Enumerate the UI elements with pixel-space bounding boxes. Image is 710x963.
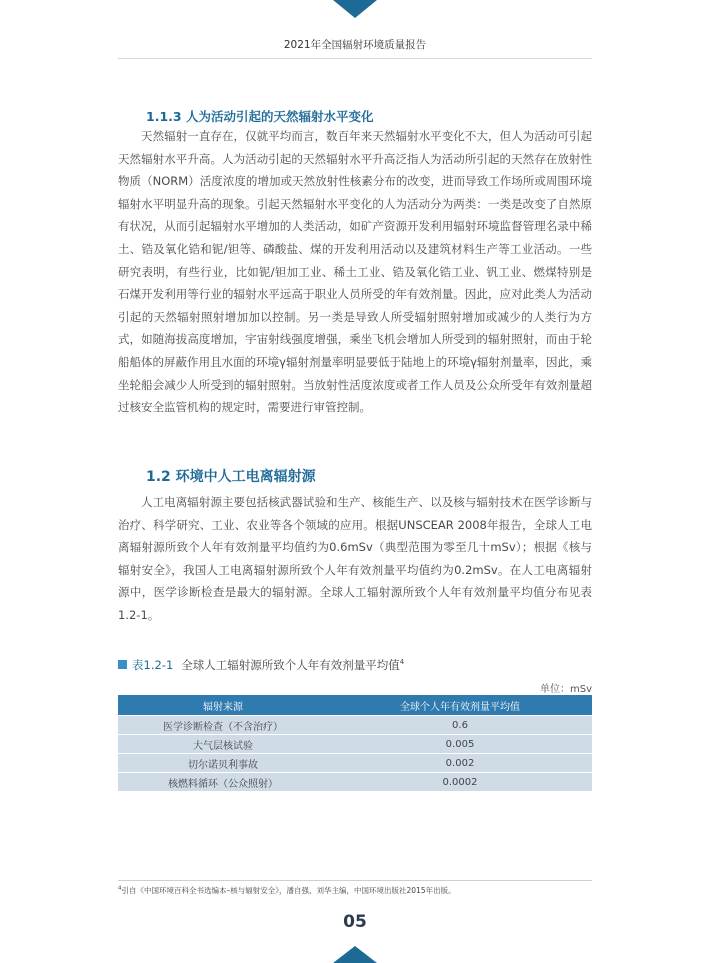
header-source: 辐射来源 — [118, 695, 328, 716]
table-header-row — [118, 695, 592, 716]
table-number: 表1.2-1 — [132, 658, 174, 672]
source-cell: 切尔诺贝利事故 — [118, 754, 328, 773]
dose-table — [118, 695, 592, 791]
table-row — [118, 735, 592, 754]
source-cell: 核燃料循环（公众照射） — [118, 773, 328, 792]
table-row — [118, 773, 592, 792]
source-cell: 医学诊断检查（不含治疗） — [118, 716, 328, 735]
page-number: 05 — [343, 912, 367, 932]
footnote — [118, 885, 456, 896]
bottom-triangle-marker — [333, 946, 377, 963]
subsection-paragraph-1-1-3: 天然辐射一直存在，仅就平均而言，数百年来天然辐射水平变化不大，但人为活动可引起天然辐射水平升高。人为活动引起的天然辐射水平升高泛指人为活动所引起的天然存在放射性物质（NORM）活度浓度的增加或天然放射性核素分布的改变，进而导致工作场所或周围环境辐射水平明显升高的现象。引起天然辐射水平变化的人为活动分为两类：一类是改变了自然原有状况，从而引起辐射水平增加的人类活动，如矿产资源开发利用辐射环境监督管理名录中稀土、锆及氧化锆和铌/钽等、磷酸盐、煤的开发利用活动以及建筑材料生产等工业活动。一些研究表明，有些行业，比如铌/钽加工业、稀土工业、锆及氧化锆工业、钒工业、燃煤特别是石煤开发利用等行业的辐射水平远高于职业人员所受的年有效剂量。因此，应对此类人为活动引起的天然辐射照射增加加以控制。另一类是导致人所受辐射照射增加或减少的人类行为方式，如随海拔高度增加，宇宙射线强度增强，乘坐飞机会增加人所受到的辐射照射，而由于轮船船体的屏蔽作用且水面的环境γ辐射剂量率明显要低于陆地上的环境γ辐射剂量率，因此，乘坐轮船会减少人所受到的辐射照射。当放射性活度浓度或者工作人员及公众所受年有效剂量超过核安全监管机构的规定时，需要进行审管控制。 — [118, 129, 592, 415]
dose-cell: 0.6 — [328, 716, 592, 735]
top-triangle-marker — [333, 0, 377, 18]
caption-square-icon — [118, 660, 127, 669]
footnote-marker: 4 — [118, 885, 122, 892]
header-divider — [118, 58, 592, 59]
table-row — [118, 716, 592, 735]
section-paragraph-1-2: 人工电离辐射源主要包括核武器试验和生产、核能生产、以及核与辐射技术在医学诊断与治疗、科学研究、工业、农业等各个领域的应用。根据UNSCEAR 2008年报告，全球人工电离辐射源所致个人年有效剂量平均值约为0.6mSv（典型范围为零至几十mSv）；根据《核与辐射安全》，我国人工电离辐射源所致个人年有效剂量平均值约为0.2mSv。在人工电离辐射源中，医学诊断检查是最大的辐射源。全球人工辐射源所致个人年有效剂量平均值分布见表1.2-1。 — [118, 495, 592, 622]
table-unit: 单位：mSv — [539, 684, 592, 695]
footnote-text: 引自《中国环境百科全书选编本–核与辐射安全》，潘自强、刘华主编，中国环境出版社2015年出版。 — [121, 886, 456, 895]
report-header-title: 2021年全国辐射环境质量报告 — [283, 39, 427, 51]
section-heading-1-2: 1.2 环境中人工电离辐射源 — [146, 469, 316, 485]
dose-cell: 0.002 — [328, 754, 592, 773]
subsection-heading-1-1-3: 1.1.3 人为活动引起的天然辐射水平变化 — [146, 109, 374, 124]
dose-cell: 0.005 — [328, 735, 592, 754]
table-row — [118, 754, 592, 773]
table-caption — [118, 657, 404, 673]
table-title: 全球人工辐射源所致个人年有效剂量平均值 — [181, 658, 400, 672]
source-cell: 大气层核试验 — [118, 735, 328, 754]
dose-cell: 0.0002 — [328, 773, 592, 792]
header-dose: 全球个人年有效剂量平均值 — [328, 695, 592, 716]
footnote-divider — [118, 880, 592, 881]
table-footnote-ref: 4 — [399, 658, 405, 667]
